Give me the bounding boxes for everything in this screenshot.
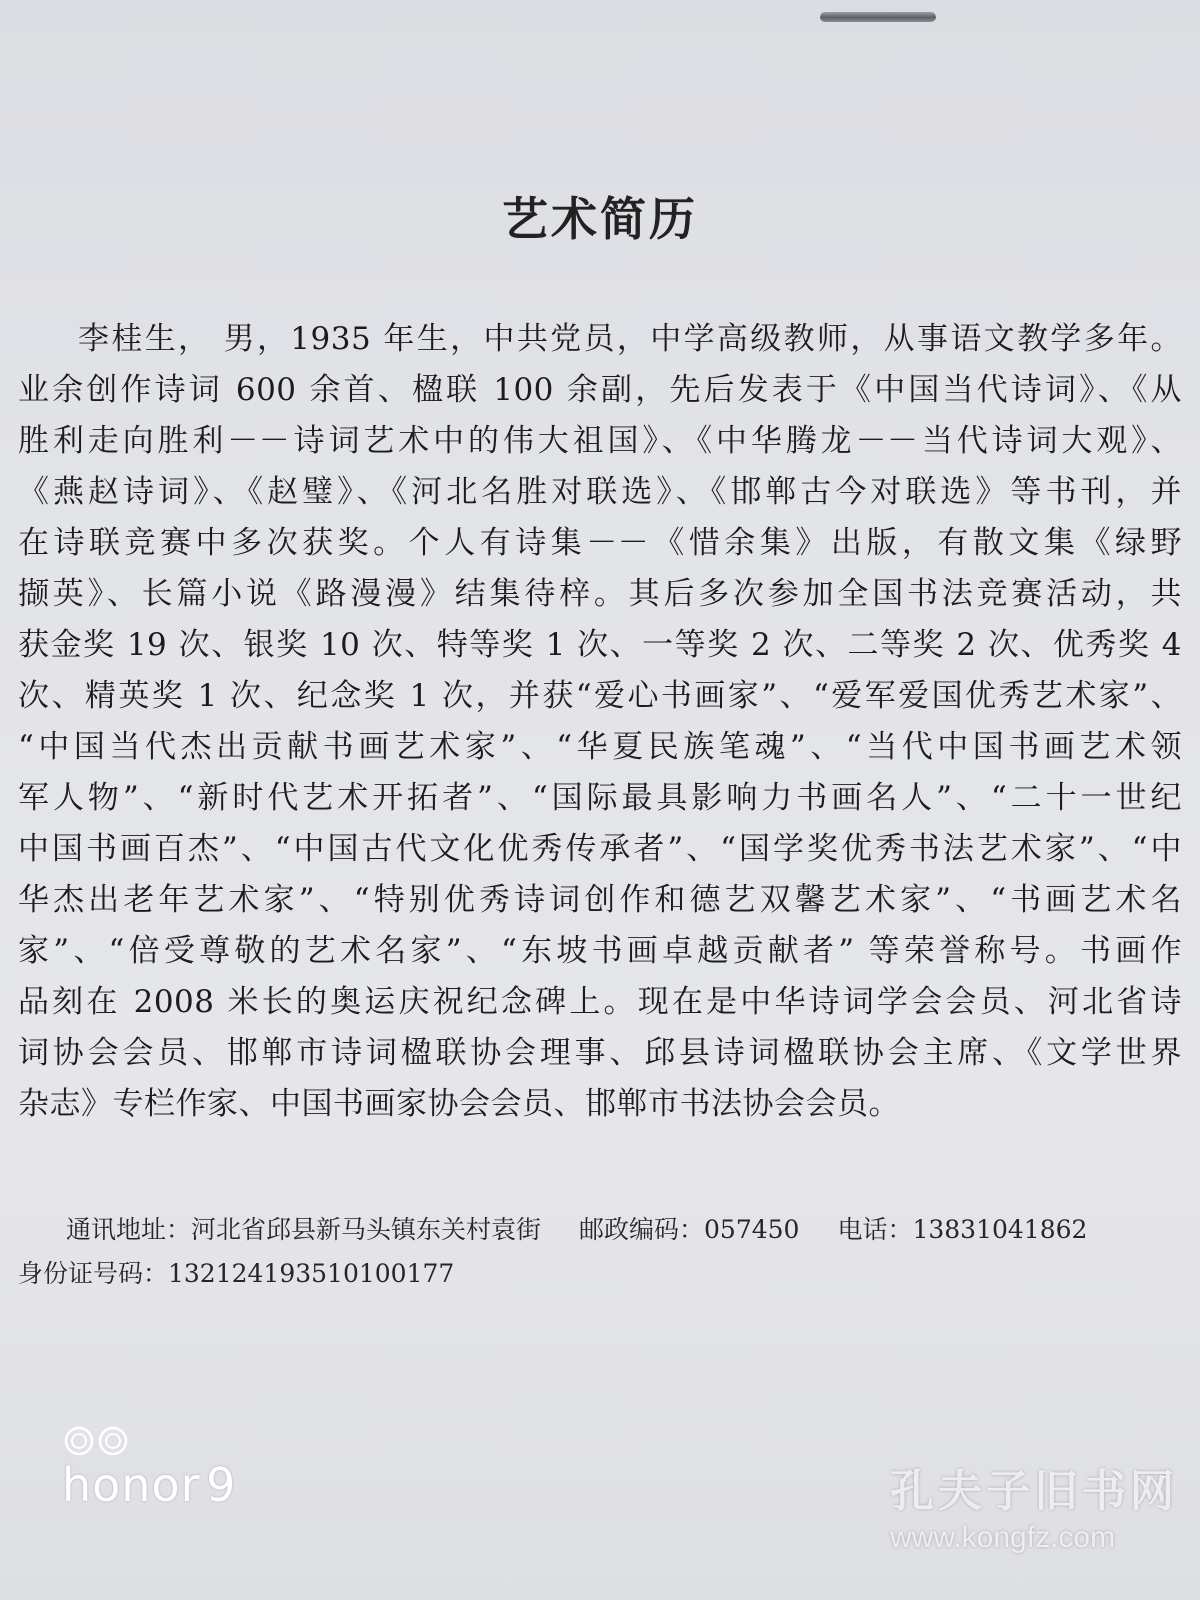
biography-text	[18, 314, 1182, 1130]
contact-address: 通讯地址：河北省邱县新马头镇东关村袁街	[66, 1215, 542, 1244]
bio-line: 品刻在 2008 米长的奥运庆祝纪念碑上。现在是中华诗词学会会员、河北省诗	[18, 984, 1182, 1020]
watermark-url: www.kongfz.com	[890, 1521, 1116, 1554]
bio-line: 词协会会员、邯郸市诗词楹联协会理事、邱县诗词楹联协会主席、《文学世界	[18, 1035, 1182, 1071]
bio-line: 华杰出老年艺术家”、“特别优秀诗词创作和德艺双馨艺术家”、“书画艺术名	[18, 882, 1182, 918]
watermark-name: 孔夫子旧书网	[890, 1466, 1178, 1517]
site-watermark	[890, 1455, 1178, 1555]
bio-line: 次、精英奖 1 次、纪念奖 1 次，并获“爱心书画家”、“爱军爱国优秀艺术家”、	[18, 678, 1182, 714]
bio-line: 中国书画百杰”、“中国古代文化优秀传承者”、“国学奖优秀书法艺术家”、“中	[18, 831, 1182, 867]
bio-line: 在诗联竞赛中多次获奖。个人有诗集－－《惜余集》出版，有散文集《绿野	[18, 525, 1182, 561]
contact-phone: 电话：13831041862	[837, 1215, 1088, 1244]
bio-line: 胜利走向胜利－－诗词艺术中的伟大祖国》、《中华腾龙－－当代诗词大观》、	[18, 423, 1182, 459]
bio-line: 《燕赵诗词》、《赵璧》、《河北名胜对联选》、《邯郸古今对联选》等书刊，并	[18, 474, 1182, 510]
bio-line: 杂志》专栏作家、中国书画家协会会员、邯郸市书法协会会员。	[18, 1086, 900, 1122]
bio-line: “中国当代杰出贡献书画艺术家”、“华夏民族笔魂”、“当代中国书画艺术领	[18, 729, 1182, 765]
bio-line: 获金奖 19 次、银奖 10 次、特等奖 1 次、一等奖 2 次、二等奖 2 次、优秀奖 4	[18, 627, 1182, 663]
bio-line: 家”、“倍受尊敬的艺术名家”、“东坡书画卓越贡献者” 等荣誉称号。书画作	[18, 933, 1182, 969]
contact-id-number: 身份证号码：132124193510100177	[18, 1259, 455, 1288]
camera-brand-text	[62, 1458, 236, 1512]
bio-line: 业余创作诗词 600 余首、楹联 100 余副，先后发表于《中国当代诗词》、《从	[18, 372, 1182, 408]
bio-line: 李桂生， 男，1935 年生，中共党员，中学高级教师，从事语文教学多年。	[78, 321, 1182, 357]
camera-lens-icon	[62, 1424, 136, 1458]
contact-info	[18, 1208, 1148, 1296]
contact-row	[18, 1208, 1148, 1252]
page-title: 艺术简历	[502, 192, 698, 246]
camera-brand: honor	[62, 1458, 201, 1512]
bio-line: 军人物”、“新时代艺术开拓者”、“国际最具影响力书画名人”、“二十一世纪	[18, 780, 1182, 816]
camera-model: 9	[206, 1458, 237, 1512]
bio-line: 撷英》、长篇小说《路漫漫》结集待梓。其后多次参加全国书法竞赛活动，共	[18, 576, 1182, 612]
binder-clip	[820, 12, 936, 22]
contact-row	[18, 1252, 1148, 1296]
contact-postcode: 邮政编码：057450	[579, 1215, 800, 1244]
